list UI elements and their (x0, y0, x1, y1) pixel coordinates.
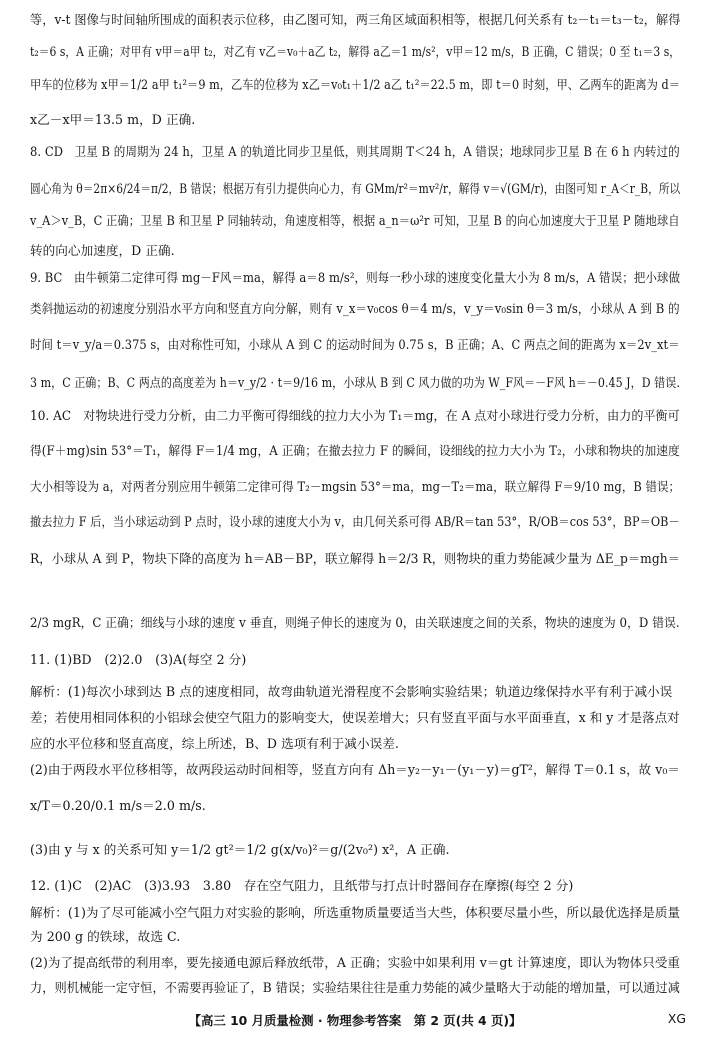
question-10-line: 10. AC 对物块进行受力分析，由二力平衡可得细线的拉力大小为 T₁＝mg，在 A 点对小球进行受力分析，由力的平衡可 (30, 408, 680, 423)
text-line: 时间 t＝v_y/a＝0.375 s，由对称性可知，小球从 A 到 C 的运动时间为 0.75 s，B 正确；A、C 两点之间的距离为 x＝2v_xt＝ (30, 337, 680, 352)
text-line: x乙－x甲＝13.5 m，D 正确. (30, 112, 196, 127)
text-line: 大小相等设为 a，对两者分别应用牛顿第二定律可得 T₂－mgsin 53°＝ma，mg－T₂＝ma，联立解得 F＝9/10 mg，B 错误； (30, 479, 681, 494)
question-8-line: 8. CD 卫星 B 的周期为 24 h，卫星 A 的轨道比同步卫星低，则其周期 T＜24 h，A 错误；地球同步卫星 B 在 6 h 内转过的 (30, 144, 680, 159)
text-line: (2)为了提高纸带的利用率，要先接通电源后释放纸带，A 正确；实验中如果利用 v＝gt 计算速度，即认为物体只受重 (30, 955, 680, 970)
question-11-line: 11. (1)BD (2)2.0 (3)A(每空 2 分) (30, 652, 247, 667)
page-footer (0, 1011, 710, 1029)
text-line: 甲车的位移为 x甲＝1/2 a甲 t₁²＝9 m，乙车的位移为 x乙＝v₀t₁＋1/2 a乙 t₁²＝22.5 m，即 t＝0 时刻，甲、乙两车的距离为 d＝ (30, 77, 680, 92)
text-line: R，小球从 A 到 P，物块下降的高度为 h＝AB－BP，联立解得 h＝2/3 R，则物块的重力势能减少量为 ΔE_p＝mgh＝ (30, 551, 681, 566)
text-line: 得(F＋mg)sin 53°＝T₁，解得 F＝1/4 mg，A 正确；在撤去拉力 F 的瞬间，设细线的拉力大小为 T₂，小球和物块的加速度 (30, 443, 680, 458)
text-line: 解析：(1)每次小球到达 B 点的速度相同，故弯曲轨道光滑程度不会影响实验结果；轨道边缘保持水平有利于减小误 (30, 684, 673, 699)
text-line: 等，v-t 图像与时间轴所围成的面积表示位移，由乙图可知，两三角区域面积相等，根据几何关系有 t₂－t₁＝t₃－t₂，解得 (30, 12, 681, 27)
text-line: 差；若使用相同体积的小铝球会使空气阻力的影响变大，使误差增大；只有竖直平面与水平面垂直，x 和 y 才是落点对 (30, 710, 680, 725)
text-line: 撤去拉力 F 后，当小球运动到 P 点时，设小球的速度大小为 v，由几何关系可得 AB/R＝tan 53°，R/OB＝cos 53°，BP＝OB－ (30, 514, 680, 529)
question-12-line: 12. (1)C (2)AC (3)3.93 3.80 存在空气阻力，且纸带与打点计时器间存在摩擦(每空 2 分) (30, 878, 574, 893)
text-line: 力，则机械能一定守恒，不需要再验证了，B 错误；实验结果往往是重力势能的减少量略大于动能的增加量，可以通过减 (30, 980, 680, 995)
text-line: 2/3 mgR，C 正确；细线与小球的速度 v 垂直，则绳子伸长的速度为 0，由关联速度之间的关系，物块的速度为 0，D 错误. (30, 615, 680, 630)
footer-code: XG (667, 1011, 686, 1026)
text-line: 圆心角为 θ＝2π×6/24＝π/2，B 错误；根据万有引力提供向心力，有 GMm/r²＝mv²/r，解得 v＝√(GM/r)，由图可知 r_A＜r_B，所以 (30, 181, 681, 196)
text-line: v_A＞v_B，C 正确；卫星 B 和卫星 P 同轴转动，角速度相等，根据 a_n＝ω²r 可知，卫星 B 的向心加速度大于卫星 P 随地球自 (30, 213, 680, 228)
text-line: (2)由于两段水平位移相等，故两段运动时间相等，竖直方向有 Δh＝y₂－y₁－(y₁－y)＝gT²，解得 T＝0.1 s，故 v₀＝ (30, 762, 680, 777)
text-line: t₂＝6 s，A 正确；对甲有 v甲＝a甲 t₂，对乙有 v乙＝v₀＋a乙 t₂，解得 a乙＝1 m/s²，v甲＝12 m/s，B 正确，C 错误；0 至 t₁＝3 s， (30, 44, 681, 59)
text-line: 转的向心加速度，D 正确. (30, 243, 175, 258)
text-line: 应的水平位移和竖直高度，综上所述，B、D 选项有利于减小误差. (30, 736, 399, 751)
text-line: x/T＝0.20/0.1 m/s＝2.0 m/s. (30, 798, 206, 813)
question-9-line: 9. BC 由牛顿第二定律可得 mg－F风＝ma，解得 a＝8 m/s²，则每一秒小球的速度变化量大小为 8 m/s，A 错误；把小球做 (30, 270, 681, 285)
text-line: 为 200 g 的铁球，故选 C. (30, 929, 181, 944)
text-line: (3)由 y 与 x 的关系可知 y＝1/2 gt²＝1/2 g(x/v₀)²＝g/(2v₀²) x²，A 正确. (30, 842, 450, 857)
footer-title: 【高三 10 月质量检测 · 物理参考答案 第 2 页(共 4 页)】 (188, 1013, 522, 1028)
text-line: 类斜抛运动的初速度分别沿水平方向和竖直方向分解，则有 v_x＝v₀cos θ＝4 m/s，v_y＝v₀sin θ＝3 m/s，小球从 A 到 B 的 (30, 301, 680, 316)
text-line: 3 m，C 正确；B、C 两点的高度差为 h＝v_y/2 · t＝9/16 m，小球从 B 到 C 风力做的功为 W_F风＝－F风 h＝－0.45 J，D 错误. (30, 375, 680, 390)
text-line: 解析：(1)为了尽可能减小空气阻力对实验的影响，所选重物质量要适当大些，体积要尽量小些，所以最优选择是质量 (30, 905, 681, 920)
